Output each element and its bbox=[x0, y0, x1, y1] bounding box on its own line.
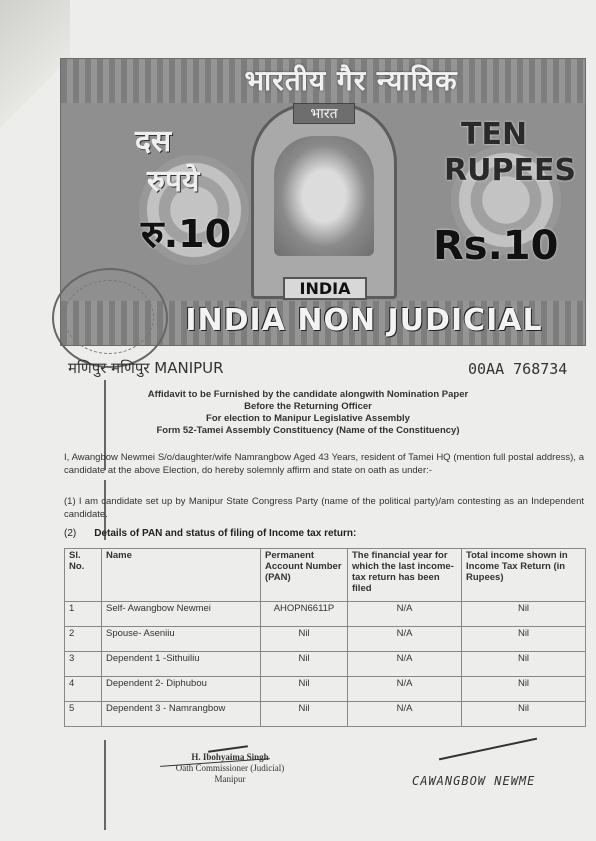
col-pan: Permanent Account Number (PAN) bbox=[261, 549, 348, 602]
stamp-hindi-title: भारतीय गैर न्यायिक bbox=[244, 64, 458, 97]
table-row bbox=[65, 702, 586, 727]
table-row bbox=[65, 602, 586, 627]
cell-name: Spouse- Aseniiu bbox=[102, 627, 261, 652]
col-name: Name bbox=[102, 549, 261, 602]
stamp-rupees: RUPEES bbox=[444, 153, 577, 188]
item-2-number: (2) bbox=[64, 528, 77, 539]
officer-stamp bbox=[150, 752, 310, 785]
cell-name: Dependent 1 -Sithuiliu bbox=[102, 652, 261, 677]
officer-place: Manipur bbox=[214, 774, 246, 784]
candidate-signature: CAWANGBOW NEWME bbox=[412, 774, 536, 788]
item-2 bbox=[64, 528, 356, 539]
stamp-das: दस bbox=[135, 124, 172, 159]
cell-pan: Nil bbox=[261, 652, 348, 677]
table-header-row bbox=[65, 549, 586, 602]
pan-table bbox=[64, 548, 586, 727]
officer-name: H. Ibohyaima Singh bbox=[191, 752, 269, 762]
title-line-3: For election to Manipur Legislative Assembly bbox=[206, 413, 410, 424]
round-seal-stamp bbox=[52, 268, 168, 368]
national-emblem-icon bbox=[251, 103, 397, 299]
cell-income: Nil bbox=[462, 602, 586, 627]
cell-pan: Nil bbox=[261, 702, 348, 727]
cell-income: Nil bbox=[462, 677, 586, 702]
cell-sl: 3 bbox=[65, 652, 102, 677]
manipur-line bbox=[68, 358, 224, 378]
cell-year: N/A bbox=[348, 627, 462, 652]
cell-income: Nil bbox=[462, 652, 586, 677]
stamp-rupaye: रुपये bbox=[147, 164, 200, 199]
title-line-4: Form 52-Tamei Assembly Constituency (Name of the Constituency) bbox=[156, 425, 460, 436]
cell-pan: AHOPN6611P bbox=[261, 602, 348, 627]
stamp-rs-hindi: रु.10 bbox=[141, 212, 232, 256]
table-row bbox=[65, 652, 586, 677]
stamp-ten: TEN bbox=[461, 117, 528, 152]
table-row bbox=[65, 677, 586, 702]
cell-year: N/A bbox=[348, 702, 462, 727]
officer-title: Oath Commissioner (Judicial) bbox=[175, 763, 285, 773]
cell-name: Self- Awangbow Newmei bbox=[102, 602, 261, 627]
col-financial-year: The financial year for which the last income-tax return has been filed bbox=[348, 549, 462, 602]
cell-sl: 2 bbox=[65, 627, 102, 652]
intro-paragraph: I, Awangbow Newmei S/o/daughter/wife Namrangbow Aged 43 Years, resident of Tamei HQ (mention full postal address), a candidate at the above Election, do hereby solemnly affirm and state on oath as under:- bbox=[64, 452, 584, 476]
emblem-pillar bbox=[274, 136, 374, 256]
cell-name: Dependent 2- Diphubou bbox=[102, 677, 261, 702]
stamp-india-label: INDIA bbox=[283, 277, 367, 300]
cell-sl: 5 bbox=[65, 702, 102, 727]
margin-mark bbox=[104, 740, 106, 830]
title-line-1: Affidavit to be Furnished by the candidate alongwith Nomination Paper bbox=[147, 389, 469, 400]
cell-pan: Nil bbox=[261, 677, 348, 702]
cell-year: N/A bbox=[348, 652, 462, 677]
cell-sl: 1 bbox=[65, 602, 102, 627]
stamp-rs-english: Rs.10 bbox=[433, 223, 559, 269]
cell-pan: Nil bbox=[261, 627, 348, 652]
col-total-income: Total income shown in Income Tax Return (in Rupees) bbox=[462, 549, 586, 602]
cell-name: Dependent 3 - Namrangbow bbox=[102, 702, 261, 727]
table-row bbox=[65, 627, 586, 652]
item-1: (1) I am candidate set up by Manipur State Congress Party (name of the political party)/am contesting as an Independent candidate. bbox=[64, 496, 584, 520]
stamp-bharat-label: भारत bbox=[293, 103, 355, 124]
cell-year: N/A bbox=[348, 602, 462, 627]
stamp-india-non-judicial: INDIA NON JUDICIAL bbox=[185, 303, 543, 338]
title-line-2: Before the Returning Officer bbox=[244, 401, 372, 412]
cell-income: Nil bbox=[462, 702, 586, 727]
cell-year: N/A bbox=[348, 677, 462, 702]
manipur-hindi: मणिपुर मणिपुर bbox=[68, 359, 150, 377]
stamp-serial-number: 00AA 768734 bbox=[468, 360, 568, 378]
candidate-signature-scribble bbox=[439, 738, 537, 761]
cell-income: Nil bbox=[462, 627, 586, 652]
col-sl-no: Sl. No. bbox=[65, 549, 102, 602]
item-2-label: Details of PAN and status of filing of Income tax return: bbox=[94, 528, 357, 539]
manipur-english: MANIPUR bbox=[154, 359, 224, 377]
cell-sl: 4 bbox=[65, 677, 102, 702]
